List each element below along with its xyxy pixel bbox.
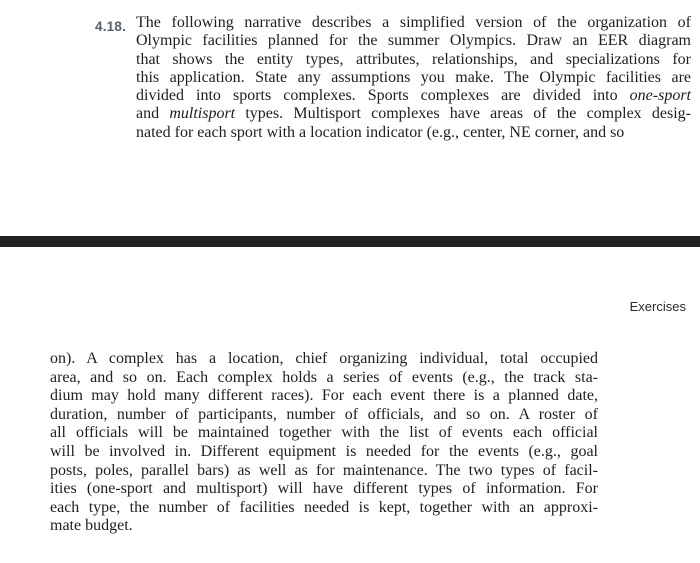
text-line: posts, poles, parallel bars) as well as for maintenance. The two types of facil-	[50, 461, 598, 479]
text-line: nated for each sport with a location indicator (e.g., center, NE corner, and so	[136, 123, 625, 141]
exercise-text-bottom	[50, 350, 598, 536]
text-run: and	[136, 105, 170, 123]
text-line: all officials will be maintained together with the list of events each official	[50, 424, 598, 442]
page-top-segment	[0, 0, 700, 236]
text-line: area, and so on. Each complex holds a series of events (e.g., the track sta-	[50, 368, 598, 386]
text-line: that shows the entity types, attributes, relationships, and specializations for	[136, 50, 691, 68]
italic-term: one-sport	[629, 87, 691, 105]
text-line: this application. State any assumptions you make. The Olympic facilities are	[136, 68, 691, 86]
text-run: divided into sports complexes. Sports complexes are divided into	[136, 87, 630, 105]
text-line: Olympic facilities planned for the summer Olympics. Draw an EER diagram	[136, 32, 691, 50]
text-line	[136, 105, 691, 123]
text-line	[136, 87, 691, 105]
text-line: on). A complex has a location, chief organizing individual, total occupied	[50, 350, 598, 367]
text-line: The following narrative describes a simplified version of the organization of	[136, 14, 691, 31]
text-line: ities (one-sport and multisport) will have different types of information. For	[50, 480, 598, 498]
exercise-text-top	[136, 14, 691, 142]
text-run: types. Multisport complexes have areas of the complex desig-	[235, 105, 691, 123]
text-line: each type, the number of facilities needed is kept, together with an approxi-	[50, 498, 598, 516]
text-line: dium may hold many different races). For each event there is a planned date,	[50, 387, 598, 405]
text-line: mate budget.	[50, 517, 133, 535]
page-bottom-segment	[0, 247, 700, 563]
exercise-number: 4.18.	[95, 19, 127, 34]
text-line: duration, number of participants, number of officials, and so on. A roster of	[50, 405, 598, 423]
running-header-label: Exercises	[629, 299, 686, 314]
italic-term: multisport	[169, 105, 236, 123]
page-break-divider	[0, 236, 700, 247]
text-line: will be involved in. Different equipment is needed for the events (e.g., goal	[50, 442, 598, 460]
